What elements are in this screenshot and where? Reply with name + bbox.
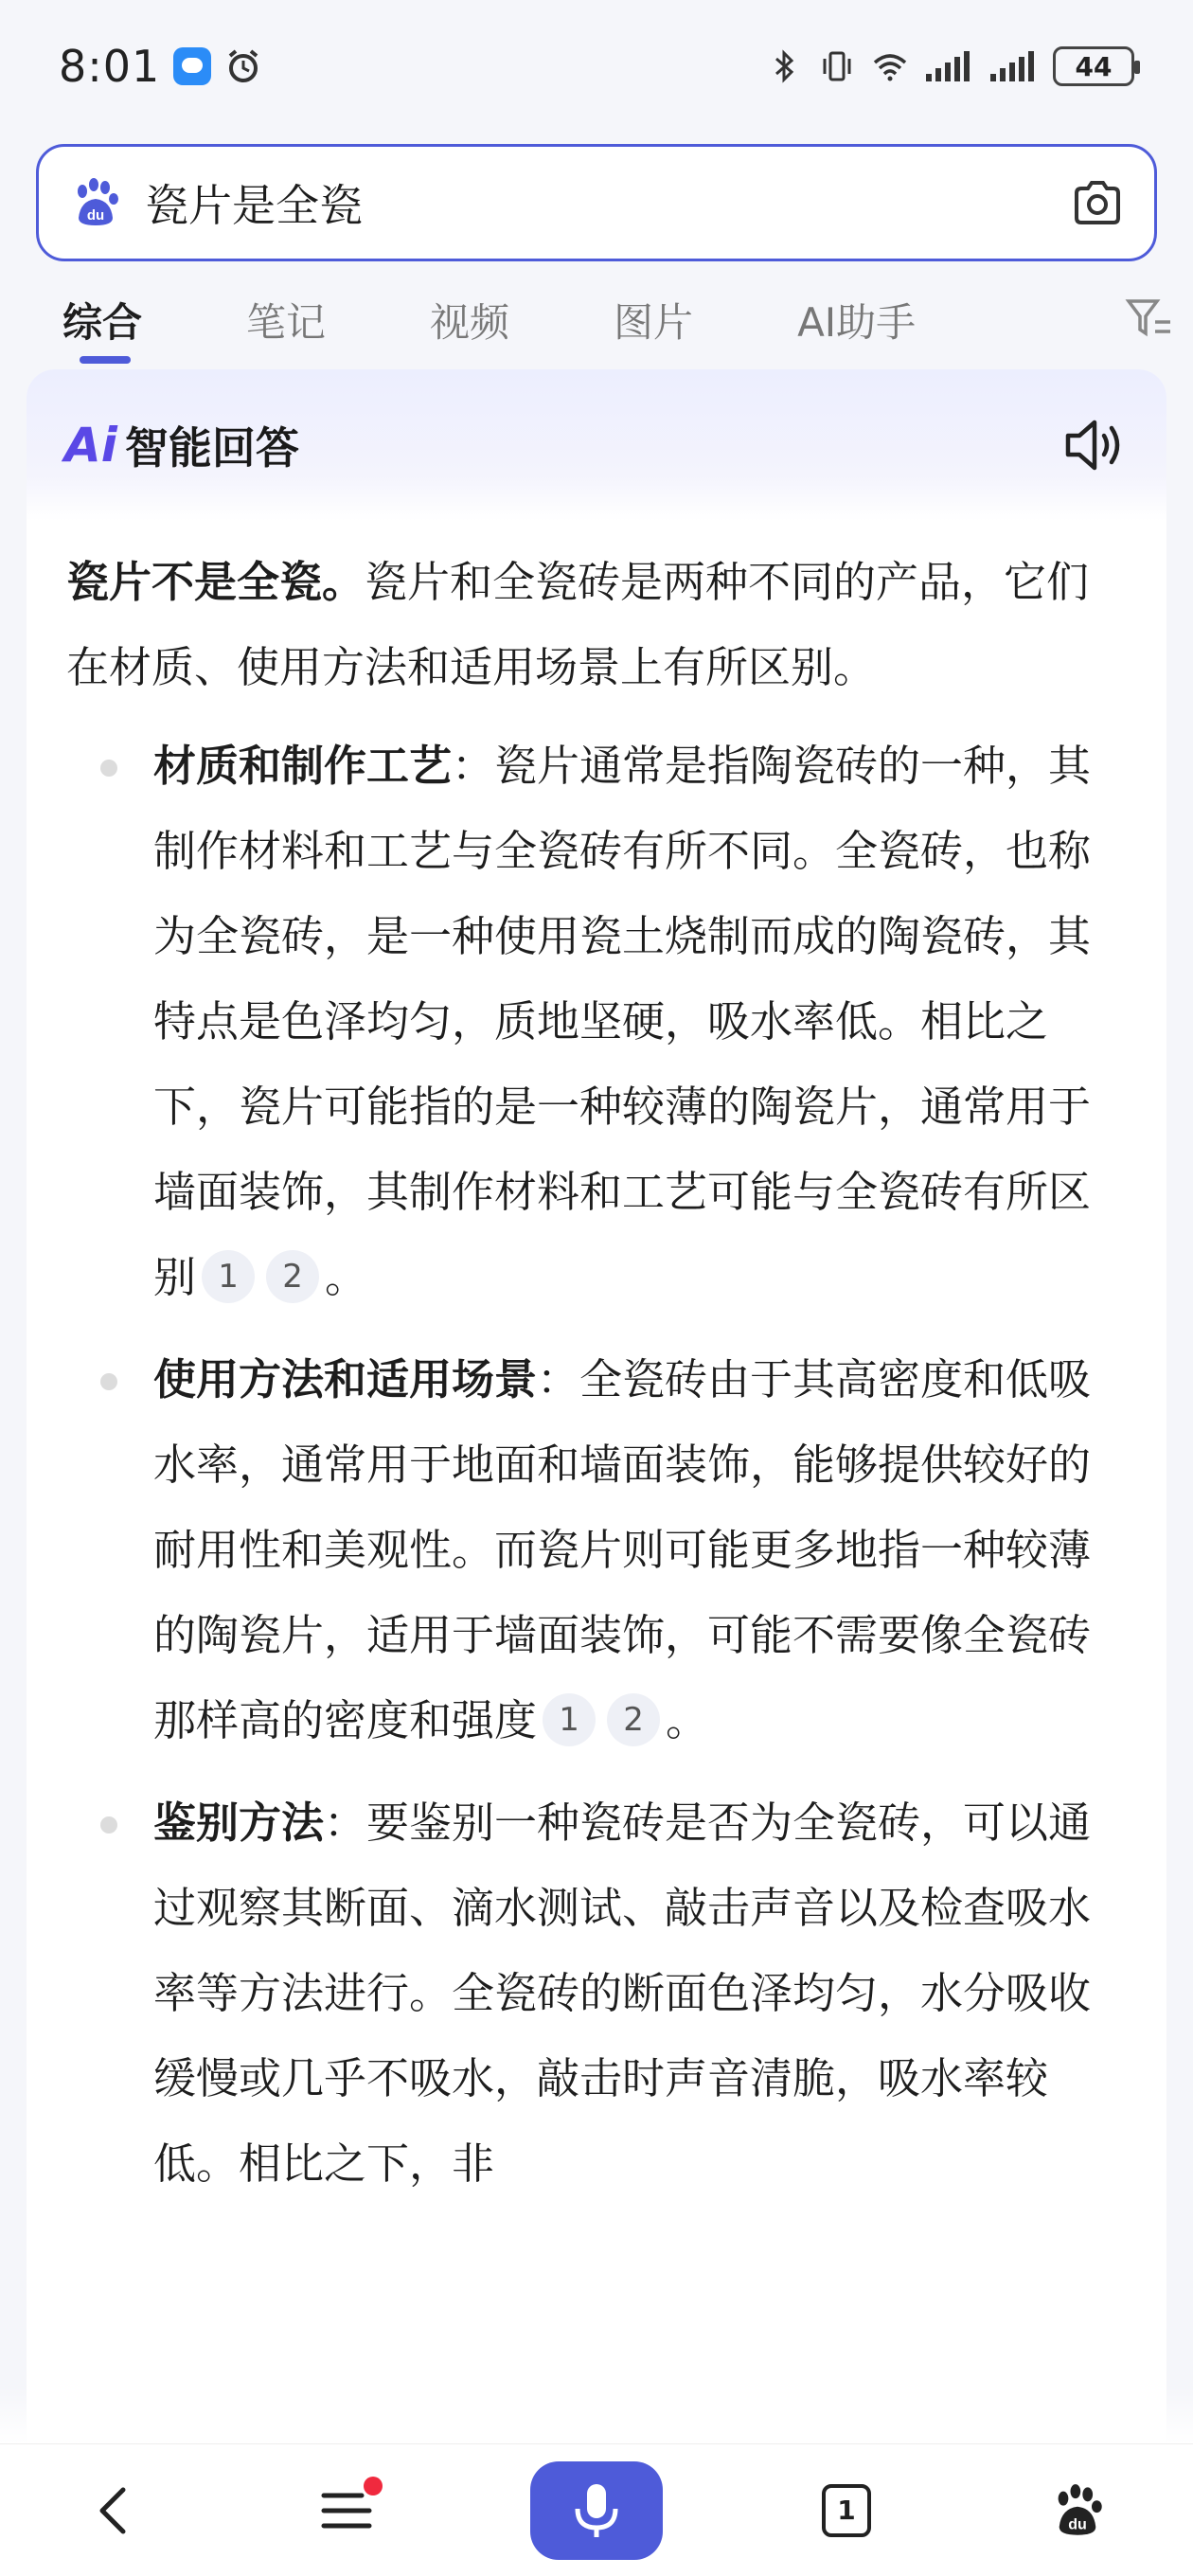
filter-icon[interactable] — [1125, 294, 1174, 343]
camera-icon[interactable] — [1069, 174, 1126, 231]
answer-lead-bold: 瓷片不是全瓷。 — [66, 557, 365, 607]
point-title: 使用方法和适用场景 — [153, 1354, 538, 1404]
ai-answer-logo — [64, 414, 299, 476]
list-item — [66, 1780, 1127, 2207]
back-arrow-icon — [87, 2482, 144, 2539]
tab-ai-assistant[interactable]: AI助手 — [797, 299, 917, 346]
answer-lead — [66, 540, 1127, 710]
battery-icon: 44 — [1053, 46, 1134, 86]
point-text: ：瓷片通常是指陶瓷砖的一种，其制作材料和工艺与全瓷砖有所不同。全瓷砖，也称为全瓷砖，是一种使用瓷土烧制而成的陶瓷砖，其特点是色泽均匀，质地坚硬，吸水率低。相比之下，瓷片可能指的是一种较薄的陶瓷片，通常用于墙面装饰，其制作材料和工艺可能与全瓷砖有所区别 — [153, 741, 1092, 1302]
ai-answer-body — [27, 521, 1166, 2207]
point-title: 材质和制作工艺 — [153, 741, 453, 791]
signal-icon — [988, 47, 1038, 85]
voice-search-button[interactable] — [530, 2461, 663, 2560]
content-fade — [0, 2387, 1193, 2443]
ai-card-header — [27, 369, 1166, 521]
back-button[interactable] — [68, 2463, 163, 2558]
ai-answer-title: 智能回答 — [124, 422, 299, 474]
vibrate-icon — [818, 47, 856, 85]
citation-badge[interactable]: 2 — [266, 1250, 319, 1303]
speaker-icon[interactable] — [1060, 411, 1129, 479]
signal-icon — [924, 47, 973, 85]
point-title: 鉴别方法 — [153, 1798, 325, 1848]
tab-images[interactable]: 图片 — [614, 299, 694, 346]
baidu-paw-icon — [1049, 2482, 1106, 2539]
alarm-icon — [224, 47, 262, 85]
answer-points — [66, 724, 1127, 2207]
point-tail: 。 — [325, 1252, 368, 1302]
profile-button[interactable] — [1030, 2463, 1125, 2558]
bluetooth-icon — [765, 47, 803, 85]
search-bar[interactable] — [36, 144, 1157, 261]
wifi-icon — [871, 47, 909, 85]
svg-text:du: du — [1068, 2514, 1087, 2532]
menu-button[interactable] — [299, 2463, 394, 2558]
tab-count-badge: 1 — [822, 2484, 871, 2537]
baidu-paw-icon — [67, 174, 124, 231]
tab-notes[interactable]: 笔记 — [246, 299, 327, 346]
point-text: ：要鉴别一种瓷砖是否为全瓷砖，可以通过观察其断面、滴水测试、敲击声音以及检查吸水率等方法进行。全瓷砖的断面色泽均匀，水分吸收缓慢或几乎不吸水，敲击时声音清脆，吸水率较低。相比之下，非 — [153, 1798, 1092, 2189]
bottom-nav — [0, 2443, 1193, 2576]
message-icon — [173, 47, 211, 85]
citation-badge[interactable]: 2 — [607, 1693, 660, 1746]
tabs-button[interactable] — [799, 2463, 894, 2558]
tab-videos[interactable]: 视频 — [430, 299, 510, 346]
status-bar — [0, 0, 1193, 133]
status-time: 8:01 — [59, 41, 161, 92]
notification-dot — [364, 2477, 383, 2496]
ai-brand-mark: Ai — [64, 418, 117, 473]
microphone-icon — [570, 2480, 623, 2541]
list-item — [66, 724, 1127, 1320]
list-item — [66, 1337, 1127, 1763]
point-text: ：全瓷砖由于其高密度和低吸水率，通常用于地面和墙面装饰，能够提供较好的耐用性和美观性。而瓷片则可能更多地指一种较薄的陶瓷片，适用于墙面装饰，可能不需要像全瓷砖那样高的密度和强度 — [153, 1354, 1092, 1745]
ai-answer-card — [27, 369, 1166, 2576]
svg-text:du: du — [86, 207, 105, 224]
citation-badge[interactable]: 1 — [543, 1693, 596, 1746]
search-input[interactable] — [145, 177, 1069, 228]
answer-lead-text: 瓷片和全瓷砖是两种不同的产品，它们在材质、使用方法和适用场景上有所区别。 — [66, 557, 1090, 692]
tab-comprehensive[interactable]: 综合 — [62, 275, 142, 366]
citation-badge[interactable]: 1 — [202, 1250, 255, 1303]
point-tail: 。 — [666, 1695, 709, 1745]
search-tabs — [0, 275, 1193, 366]
